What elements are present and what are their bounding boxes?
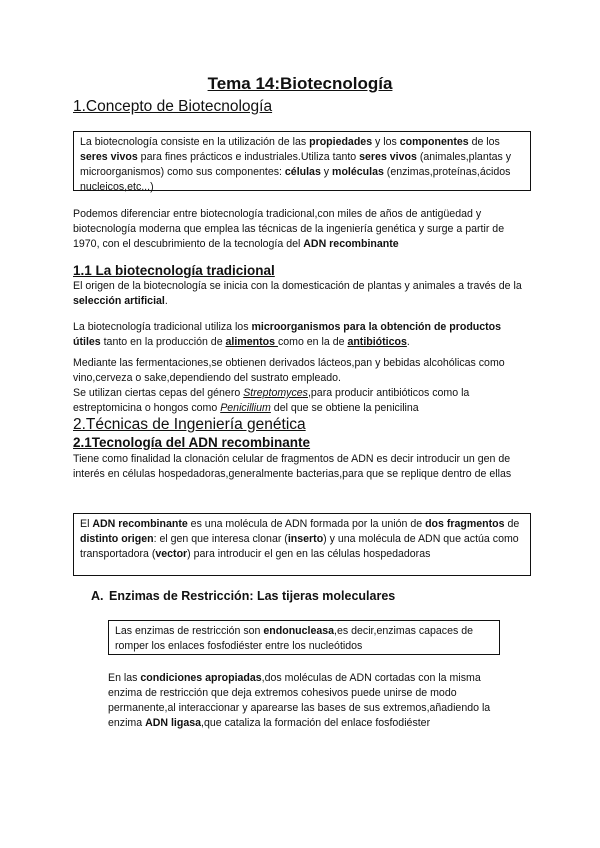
- section-1-paragraph: Podemos diferenciar entre biotecnología tradicional,con miles de años de antigüedad y biotecnología moderna que emplea las técnicas de la ingeniería genética y surge a partir de 1970, con el descubrimiento de la tecnología del ADN recombinante: [73, 208, 505, 250]
- section-a-heading: Enzimas de Restricción: Las tijeras moleculares: [109, 589, 396, 603]
- adn-recombinante-box: El ADN recombinante es una molécula de ADN formada por la unión de dos fragmentos de distinto origen: el gen que interesa clonar (inserto) y una molécula de ADN que actúa como transportadora (vector) para introducir el gen en las células hospedadoras: [73, 513, 531, 576]
- section-2-1-paragraph: Tiene como finalidad la clonación celular de fragmentos de ADN es decir introducir un gen de interés en células hospedadoras,generalmente bacterias,para que se replique dentro de ellas: [73, 453, 512, 480]
- enzimas-box: Las enzimas de restricción son endonucleasa,es decir,enzimas capaces de romper los enlaces fosfodiéster entre los nucleótidos: [108, 620, 500, 655]
- page-title: Tema 14:Biotecnología: [207, 74, 393, 93]
- section-1-heading: 1.Concepto de Biotecnología: [73, 98, 273, 115]
- section-1-1-paragraph-3: Mediante las fermentaciones,se obtienen derivados lácteos,pan y bebidas alcohólicas como vino,cerveza o sake,dependiendo del sustrato empleado. Se utilizan ciertas cepas del género Streptomyces,para producir antibióticos como la estreptomicina o hongos como Penicillium del que se obtiene la penicilina: [73, 357, 505, 414]
- section-2-1-heading: 2.1Tecnología del ADN recombinante: [73, 435, 311, 450]
- section-2-heading: 2.Técnicas de Ingeniería genética: [73, 416, 306, 433]
- section-a-label: A.: [91, 589, 104, 603]
- section-1-1-paragraph-1: El origen de la biotecnología se inicia con la domesticación de plantas y animales a través de la selección artificial.: [73, 280, 522, 307]
- section-1-1-heading: 1.1 La biotecnología tradicional: [73, 263, 275, 278]
- section-1-1-paragraph-2: La biotecnología tradicional utiliza los microorganismos para la obtención de productos útiles tanto en la producción de alimentos como en la de antibióticos.: [73, 321, 502, 348]
- section-a-paragraph: En las condiciones apropiadas,dos moléculas de ADN cortadas con la misma enzima de restricción que deja extremos cohesivos puede unirse de modo permanente,al interaccionar y aparearse las bases de sus extremos,añadiendo la enzima ADN ligasa,que cataliza la formación del enlace fosfodiéster: [108, 672, 491, 729]
- definition-box: La biotecnología consiste en la utilización de las propiedades y los componentes de los seres vivos para fines prácticos e industriales.Utiliza tanto seres vivos (animales,plantas y microorganismos) como sus componentes: células y moléculas (enzimas,proteínas,ácidos nucleicos,etc...): [73, 131, 531, 191]
